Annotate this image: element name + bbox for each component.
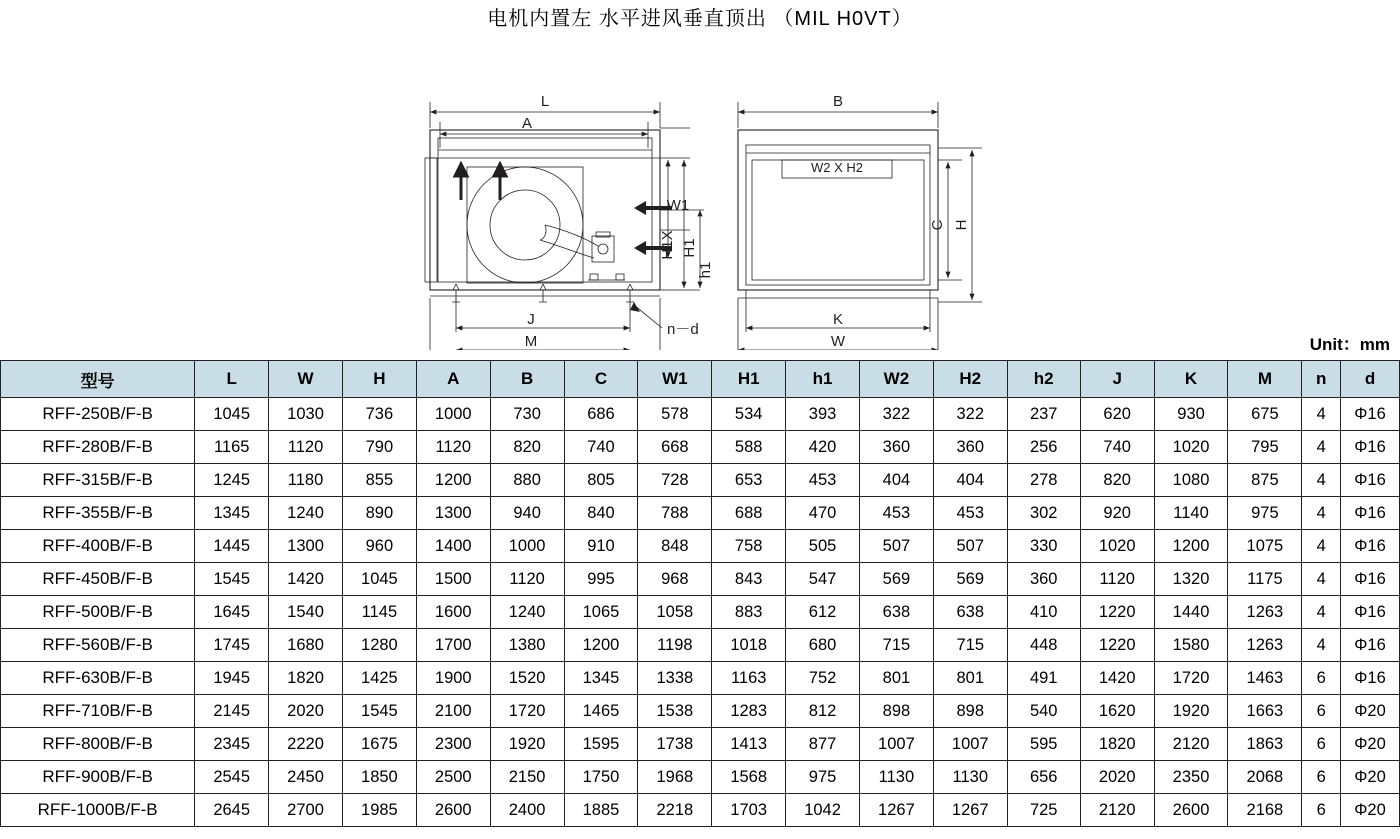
cell-h2: 330 [1007, 530, 1080, 563]
cell-L: 2545 [195, 761, 269, 794]
cell-d: Φ16 [1341, 629, 1400, 662]
table-row [1, 629, 1400, 662]
cell-W2: 1007 [859, 728, 933, 761]
cell-M: 1463 [1228, 662, 1302, 695]
specification-table [0, 360, 1400, 827]
cell-J: 1220 [1080, 596, 1154, 629]
cell-L: 2645 [195, 794, 269, 827]
cell-A: 1120 [416, 431, 490, 464]
cell-H: 1850 [342, 761, 416, 794]
svg-text:K: K [832, 311, 844, 328]
cell-d: Φ16 [1341, 596, 1400, 629]
header-model: 型号 [1, 361, 195, 398]
cell-B: 1380 [490, 629, 564, 662]
cell-model: RFF-315B/F-B [1, 464, 195, 497]
cell-h1: 453 [786, 464, 860, 497]
cell-J: 2020 [1080, 761, 1154, 794]
cell-K: 1080 [1154, 464, 1228, 497]
cell-W1: 2218 [638, 794, 712, 827]
cell-B: 2150 [490, 761, 564, 794]
cell-C: 840 [564, 497, 638, 530]
cell-n: 6 [1302, 662, 1341, 695]
header-W: W [269, 361, 343, 398]
cell-H: 1545 [342, 695, 416, 728]
cell-W: 1540 [269, 596, 343, 629]
cell-h2: 256 [1007, 431, 1080, 464]
cell-h1: 505 [786, 530, 860, 563]
cell-W1: 1198 [638, 629, 712, 662]
table-row [1, 563, 1400, 596]
cell-M: 1663 [1228, 695, 1302, 728]
cell-L: 1045 [195, 398, 269, 431]
cell-W1: 1058 [638, 596, 712, 629]
cell-W2: 1267 [859, 794, 933, 827]
table-row [1, 761, 1400, 794]
cell-J: 1620 [1080, 695, 1154, 728]
cell-W: 1030 [269, 398, 343, 431]
cell-C: 1885 [564, 794, 638, 827]
cell-B: 1000 [490, 530, 564, 563]
cell-d: Φ20 [1341, 794, 1400, 827]
cell-K: 2350 [1154, 761, 1228, 794]
cell-model: RFF-280B/F-B [1, 431, 195, 464]
cell-K: 1140 [1154, 497, 1228, 530]
cell-H2: 507 [933, 530, 1007, 563]
table-row [1, 431, 1400, 464]
cell-C: 910 [564, 530, 638, 563]
cell-W2: 322 [859, 398, 933, 431]
cell-B: 880 [490, 464, 564, 497]
header-W2: W2 [859, 361, 933, 398]
cell-model: RFF-1000B/F-B [1, 794, 195, 827]
cell-d: Φ20 [1341, 695, 1400, 728]
svg-text:W2 X H2: W2 X H2 [810, 160, 864, 175]
cell-A: 1700 [416, 629, 490, 662]
cell-W: 2450 [269, 761, 343, 794]
cell-A: 1600 [416, 596, 490, 629]
svg-text:H1X: H1X [659, 230, 676, 260]
svg-text:L: L [540, 93, 550, 110]
cell-h2: 302 [1007, 497, 1080, 530]
cell-H2: 1130 [933, 761, 1007, 794]
cell-W: 1120 [269, 431, 343, 464]
table-header-row [1, 361, 1400, 398]
header-h1: h1 [786, 361, 860, 398]
cell-H: 890 [342, 497, 416, 530]
cell-d: Φ16 [1341, 662, 1400, 695]
cell-M: 2168 [1228, 794, 1302, 827]
cell-K: 2600 [1154, 794, 1228, 827]
cell-h1: 680 [786, 629, 860, 662]
cell-K: 1020 [1154, 431, 1228, 464]
cell-n: 6 [1302, 695, 1341, 728]
table-row [1, 497, 1400, 530]
cell-W: 1420 [269, 563, 343, 596]
cell-K: 1320 [1154, 563, 1228, 596]
cell-H1: 1018 [712, 629, 786, 662]
cell-n: 4 [1302, 563, 1341, 596]
cell-H2: 360 [933, 431, 1007, 464]
cell-W: 1240 [269, 497, 343, 530]
cell-h1: 547 [786, 563, 860, 596]
cell-W: 1300 [269, 530, 343, 563]
cell-W2: 1130 [859, 761, 933, 794]
cell-M: 1263 [1228, 596, 1302, 629]
cell-C: 740 [564, 431, 638, 464]
cell-H: 1045 [342, 563, 416, 596]
svg-text:A: A [521, 115, 533, 132]
cell-H: 1985 [342, 794, 416, 827]
unit-note: Unit：mm [1309, 335, 1390, 354]
table-row [1, 596, 1400, 629]
cell-W1: 728 [638, 464, 712, 497]
header-K: K [1154, 361, 1228, 398]
svg-text:J: J [527, 311, 535, 328]
cell-B: 1240 [490, 596, 564, 629]
cell-n: 4 [1302, 431, 1341, 464]
cell-C: 805 [564, 464, 638, 497]
cell-H: 1145 [342, 596, 416, 629]
cell-H1: 1283 [712, 695, 786, 728]
cell-model: RFF-355B/F-B [1, 497, 195, 530]
header-M: M [1228, 361, 1302, 398]
cell-H1: 883 [712, 596, 786, 629]
cell-H1: 688 [712, 497, 786, 530]
cell-H1: 843 [712, 563, 786, 596]
cell-H2: 715 [933, 629, 1007, 662]
cell-W1: 1968 [638, 761, 712, 794]
cell-L: 2145 [195, 695, 269, 728]
cell-A: 2600 [416, 794, 490, 827]
cell-W1: 1538 [638, 695, 712, 728]
cell-J: 620 [1080, 398, 1154, 431]
cell-h2: 237 [1007, 398, 1080, 431]
cell-H2: 898 [933, 695, 1007, 728]
cell-K: 1580 [1154, 629, 1228, 662]
svg-text:W1: W1 [666, 197, 690, 214]
cell-A: 2100 [416, 695, 490, 728]
table-row [1, 398, 1400, 431]
cell-h1: 752 [786, 662, 860, 695]
cell-M: 1075 [1228, 530, 1302, 563]
cell-n: 6 [1302, 728, 1341, 761]
cell-d: Φ16 [1341, 497, 1400, 530]
cell-W2: 360 [859, 431, 933, 464]
cell-H1: 653 [712, 464, 786, 497]
cell-H2: 569 [933, 563, 1007, 596]
cell-h1: 612 [786, 596, 860, 629]
cell-W: 2700 [269, 794, 343, 827]
cell-J: 1420 [1080, 662, 1154, 695]
cell-n: 4 [1302, 398, 1341, 431]
cell-h2: 595 [1007, 728, 1080, 761]
cell-H1: 758 [712, 530, 786, 563]
svg-text:H1: H1 [681, 238, 698, 258]
cell-h2: 725 [1007, 794, 1080, 827]
cell-H1: 1703 [712, 794, 786, 827]
cell-L: 1445 [195, 530, 269, 563]
header-C: C [564, 361, 638, 398]
cell-W1: 968 [638, 563, 712, 596]
cell-A: 1300 [416, 497, 490, 530]
cell-B: 940 [490, 497, 564, 530]
cell-K: 1200 [1154, 530, 1228, 563]
cell-M: 975 [1228, 497, 1302, 530]
cell-W2: 507 [859, 530, 933, 563]
cell-H2: 638 [933, 596, 1007, 629]
page-title: 电机内置左 水平进风垂直顶出 （MIL H0VT） [487, 8, 913, 30]
cell-h1: 470 [786, 497, 860, 530]
table-body [1, 398, 1400, 827]
cell-model: RFF-800B/F-B [1, 728, 195, 761]
cell-A: 1900 [416, 662, 490, 695]
cell-B: 1920 [490, 728, 564, 761]
cell-C: 1595 [564, 728, 638, 761]
svg-text:M: M [524, 333, 538, 350]
cell-H2: 453 [933, 497, 1007, 530]
cell-n: 6 [1302, 794, 1341, 827]
cell-d: Φ16 [1341, 431, 1400, 464]
header-d: d [1341, 361, 1400, 398]
header-n: n [1302, 361, 1341, 398]
cell-h2: 278 [1007, 464, 1080, 497]
cell-W1: 668 [638, 431, 712, 464]
cell-model: RFF-450B/F-B [1, 563, 195, 596]
cell-M: 1863 [1228, 728, 1302, 761]
cell-n: 4 [1302, 497, 1341, 530]
cell-K: 1440 [1154, 596, 1228, 629]
cell-L: 1245 [195, 464, 269, 497]
cell-H1: 1163 [712, 662, 786, 695]
cell-W1: 1738 [638, 728, 712, 761]
cell-d: Φ20 [1341, 761, 1400, 794]
cell-W2: 638 [859, 596, 933, 629]
cell-J: 1020 [1080, 530, 1154, 563]
cell-J: 920 [1080, 497, 1154, 530]
cell-W2: 453 [859, 497, 933, 530]
cell-M: 1175 [1228, 563, 1302, 596]
cell-A: 1200 [416, 464, 490, 497]
table-row [1, 464, 1400, 497]
header-H1: H1 [712, 361, 786, 398]
cell-H1: 1413 [712, 728, 786, 761]
header-B: B [490, 361, 564, 398]
cell-h1: 975 [786, 761, 860, 794]
cell-W1: 848 [638, 530, 712, 563]
cell-H2: 1007 [933, 728, 1007, 761]
cell-A: 1400 [416, 530, 490, 563]
cell-K: 2120 [1154, 728, 1228, 761]
header-H: H [342, 361, 416, 398]
cell-J: 1120 [1080, 563, 1154, 596]
cell-W2: 404 [859, 464, 933, 497]
cell-B: 2400 [490, 794, 564, 827]
cell-h2: 448 [1007, 629, 1080, 662]
cell-L: 2345 [195, 728, 269, 761]
cell-H2: 404 [933, 464, 1007, 497]
cell-h1: 420 [786, 431, 860, 464]
cell-H: 736 [342, 398, 416, 431]
cell-H1: 1568 [712, 761, 786, 794]
svg-text:n－d: n－d [667, 321, 699, 338]
cell-d: Φ16 [1341, 530, 1400, 563]
cell-H: 1280 [342, 629, 416, 662]
cell-W: 2220 [269, 728, 343, 761]
cell-d: Φ16 [1341, 464, 1400, 497]
svg-text:B: B [832, 93, 844, 110]
cell-J: 740 [1080, 431, 1154, 464]
header-J: J [1080, 361, 1154, 398]
cell-model: RFF-560B/F-B [1, 629, 195, 662]
cell-h1: 393 [786, 398, 860, 431]
cell-H: 855 [342, 464, 416, 497]
cell-H1: 588 [712, 431, 786, 464]
cell-L: 1165 [195, 431, 269, 464]
cell-M: 2068 [1228, 761, 1302, 794]
svg-text:W: W [830, 333, 846, 350]
cell-B: 1520 [490, 662, 564, 695]
cell-h1: 1042 [786, 794, 860, 827]
cell-H2: 1267 [933, 794, 1007, 827]
svg-text:H: H [953, 219, 970, 231]
cell-W2: 898 [859, 695, 933, 728]
cell-A: 2500 [416, 761, 490, 794]
cell-n: 6 [1302, 761, 1341, 794]
cell-L: 1545 [195, 563, 269, 596]
cell-d: Φ16 [1341, 563, 1400, 596]
cell-J: 1820 [1080, 728, 1154, 761]
cell-W: 2020 [269, 695, 343, 728]
cell-H: 1675 [342, 728, 416, 761]
cell-W2: 715 [859, 629, 933, 662]
cell-B: 1120 [490, 563, 564, 596]
cell-C: 686 [564, 398, 638, 431]
cell-h2: 410 [1007, 596, 1080, 629]
cell-model: RFF-400B/F-B [1, 530, 195, 563]
cell-model: RFF-900B/F-B [1, 761, 195, 794]
cell-C: 1345 [564, 662, 638, 695]
cell-H1: 534 [712, 398, 786, 431]
svg-text:h1: h1 [697, 261, 714, 279]
cell-C: 995 [564, 563, 638, 596]
cell-K: 1920 [1154, 695, 1228, 728]
cell-L: 1945 [195, 662, 269, 695]
cell-model: RFF-500B/F-B [1, 596, 195, 629]
cell-H: 1425 [342, 662, 416, 695]
cell-H2: 801 [933, 662, 1007, 695]
cell-B: 730 [490, 398, 564, 431]
table-row [1, 530, 1400, 563]
cell-J: 1220 [1080, 629, 1154, 662]
cell-d: Φ20 [1341, 728, 1400, 761]
header-h2: h2 [1007, 361, 1080, 398]
cell-L: 1645 [195, 596, 269, 629]
cell-h2: 656 [1007, 761, 1080, 794]
cell-B: 1720 [490, 695, 564, 728]
cell-A: 2300 [416, 728, 490, 761]
table-row [1, 728, 1400, 761]
cell-L: 1745 [195, 629, 269, 662]
cell-B: 820 [490, 431, 564, 464]
cell-model: RFF-710B/F-B [1, 695, 195, 728]
cell-W: 1820 [269, 662, 343, 695]
cell-A: 1500 [416, 563, 490, 596]
svg-text:C: C [929, 219, 946, 231]
cell-h1: 812 [786, 695, 860, 728]
cell-W: 1680 [269, 629, 343, 662]
cell-h2: 491 [1007, 662, 1080, 695]
cell-J: 820 [1080, 464, 1154, 497]
cell-W1: 788 [638, 497, 712, 530]
cell-K: 930 [1154, 398, 1228, 431]
header-H2: H2 [933, 361, 1007, 398]
cell-M: 875 [1228, 464, 1302, 497]
cell-h2: 360 [1007, 563, 1080, 596]
cell-n: 4 [1302, 464, 1341, 497]
cell-C: 1065 [564, 596, 638, 629]
cell-K: 1720 [1154, 662, 1228, 695]
header-W1: W1 [638, 361, 712, 398]
cell-h1: 877 [786, 728, 860, 761]
table-row [1, 794, 1400, 827]
cell-M: 675 [1228, 398, 1302, 431]
cell-d: Φ16 [1341, 398, 1400, 431]
cell-model: RFF-630B/F-B [1, 662, 195, 695]
cell-H: 960 [342, 530, 416, 563]
cell-n: 4 [1302, 596, 1341, 629]
cell-C: 1465 [564, 695, 638, 728]
cell-n: 4 [1302, 530, 1341, 563]
cell-L: 1345 [195, 497, 269, 530]
header-A: A [416, 361, 490, 398]
cell-A: 1000 [416, 398, 490, 431]
cell-n: 4 [1302, 629, 1341, 662]
cell-model: RFF-250B/F-B [1, 398, 195, 431]
cell-W1: 1338 [638, 662, 712, 695]
cell-C: 1200 [564, 629, 638, 662]
cell-M: 1263 [1228, 629, 1302, 662]
table-row [1, 695, 1400, 728]
cell-H2: 322 [933, 398, 1007, 431]
cell-M: 795 [1228, 431, 1302, 464]
cell-h2: 540 [1007, 695, 1080, 728]
cell-W2: 569 [859, 563, 933, 596]
header-L: L [195, 361, 269, 398]
cell-W2: 801 [859, 662, 933, 695]
cell-W: 1180 [269, 464, 343, 497]
cell-C: 1750 [564, 761, 638, 794]
cell-J: 2120 [1080, 794, 1154, 827]
cell-H: 790 [342, 431, 416, 464]
cell-W1: 578 [638, 398, 712, 431]
table-row [1, 662, 1400, 695]
